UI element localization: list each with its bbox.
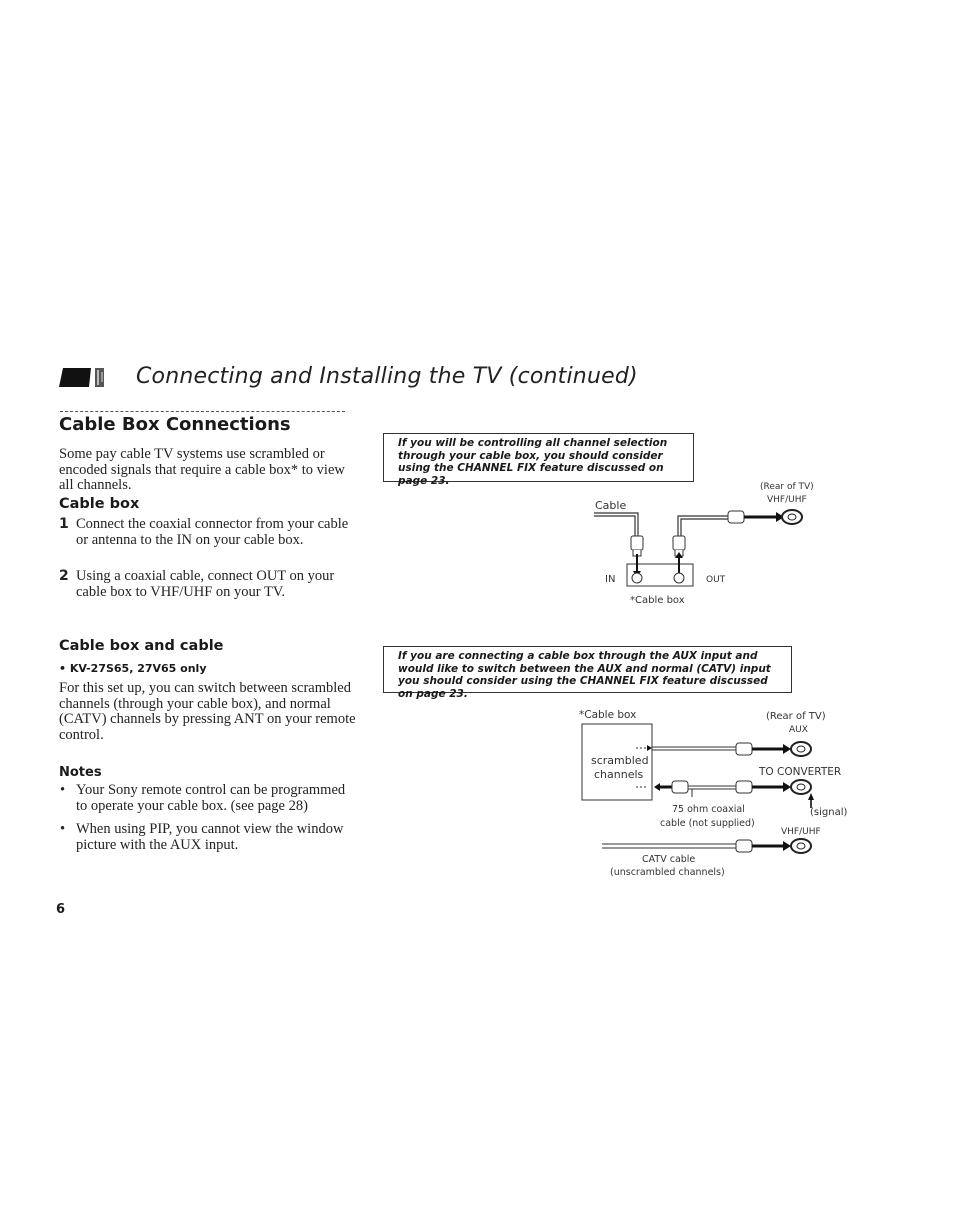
notes-list xyxy=(59,783,349,861)
coax-plug-icon xyxy=(728,510,802,524)
aux-plug-icon xyxy=(736,742,811,756)
page-number: 6 xyxy=(56,902,66,917)
in-connector-icon xyxy=(631,536,643,556)
step-2 xyxy=(59,569,349,600)
catv-cable-label: CATV cable xyxy=(642,854,696,865)
scrambled-label: scrambled xyxy=(591,754,649,767)
catv-plug-icon xyxy=(736,839,811,853)
channel-fix-callout: If you will be controlling all channel selection through your cable box, you should consider using the CHANNEL FIX feature discussed on page 23. xyxy=(383,433,694,482)
vhf-uhf-label: VHF/UHF xyxy=(767,495,807,505)
in-label: IN xyxy=(605,574,616,585)
step-1 xyxy=(59,517,349,548)
step-number: 1 xyxy=(59,516,69,532)
aux-label: AUX xyxy=(789,725,808,735)
rear-of-tv-label: (Rear of TV) xyxy=(760,482,814,492)
intro-paragraph: Some pay cable TV systems use scrambled or encoded signals that require a cable box* to view all channels. xyxy=(59,446,345,493)
step-number: 2 xyxy=(59,568,69,584)
channels-label: channels xyxy=(594,768,644,781)
step-text: Connect the coaxial connector from your cable or antenna to the IN on your cable box. xyxy=(76,516,349,548)
note-item: • Your Sony remote control can be programmed to operate your cable box. (see page 28) xyxy=(59,783,349,814)
coax-label-line2: cable (not supplied) xyxy=(660,818,755,829)
notes-heading: Notes xyxy=(59,765,102,780)
to-converter-label: TO CONVERTER xyxy=(759,766,842,778)
section-divider xyxy=(60,411,345,412)
cable-box-and-cable-diagram xyxy=(574,705,864,880)
model-applicability: • KV-27S65, 27V65 only xyxy=(59,662,207,675)
coax-label-line1: 75 ohm coaxial xyxy=(672,804,745,815)
cable-box-diagram xyxy=(580,478,850,610)
aux-channel-fix-callout: If you are connecting a cable box through the AUX input and would like to switch between the AUX and normal (CATV) input you should consider using the CHANNEL FIX feature discussed on page 23. xyxy=(383,646,792,693)
out-label: OUT xyxy=(706,575,726,585)
unscrambled-label: (unscrambled channels) xyxy=(610,867,725,878)
section-title: Cable Box Connections xyxy=(59,414,291,435)
signal-label: (signal) xyxy=(810,807,848,818)
converter-plug-icon xyxy=(672,780,811,794)
rear-of-tv-label: (Rear of TV) xyxy=(766,711,826,722)
vhf-uhf-label: VHF/UHF xyxy=(781,827,821,837)
page-header-title: Connecting and Installing the TV (continued) xyxy=(136,364,638,389)
step-text: Using a coaxial cable, connect OUT on your cable box to VHF/UHF on your TV. xyxy=(76,568,335,600)
section-marker-icon xyxy=(59,366,111,388)
cable-label: Cable xyxy=(595,499,627,512)
note-item: • When using PIP, you cannot view the window picture with the AUX input. xyxy=(59,822,349,853)
cable-box-and-cable-heading: Cable box and cable xyxy=(59,638,224,654)
cable-box-heading: Cable box xyxy=(59,496,140,512)
cable-box-label: *Cable box xyxy=(630,595,685,606)
cable-box-label: *Cable box xyxy=(579,709,637,721)
setup-paragraph: For this set up, you can switch between scrambled channels (through your cable box), and normal (CATV) channels by pressing ANT on your remote control. xyxy=(59,680,356,743)
